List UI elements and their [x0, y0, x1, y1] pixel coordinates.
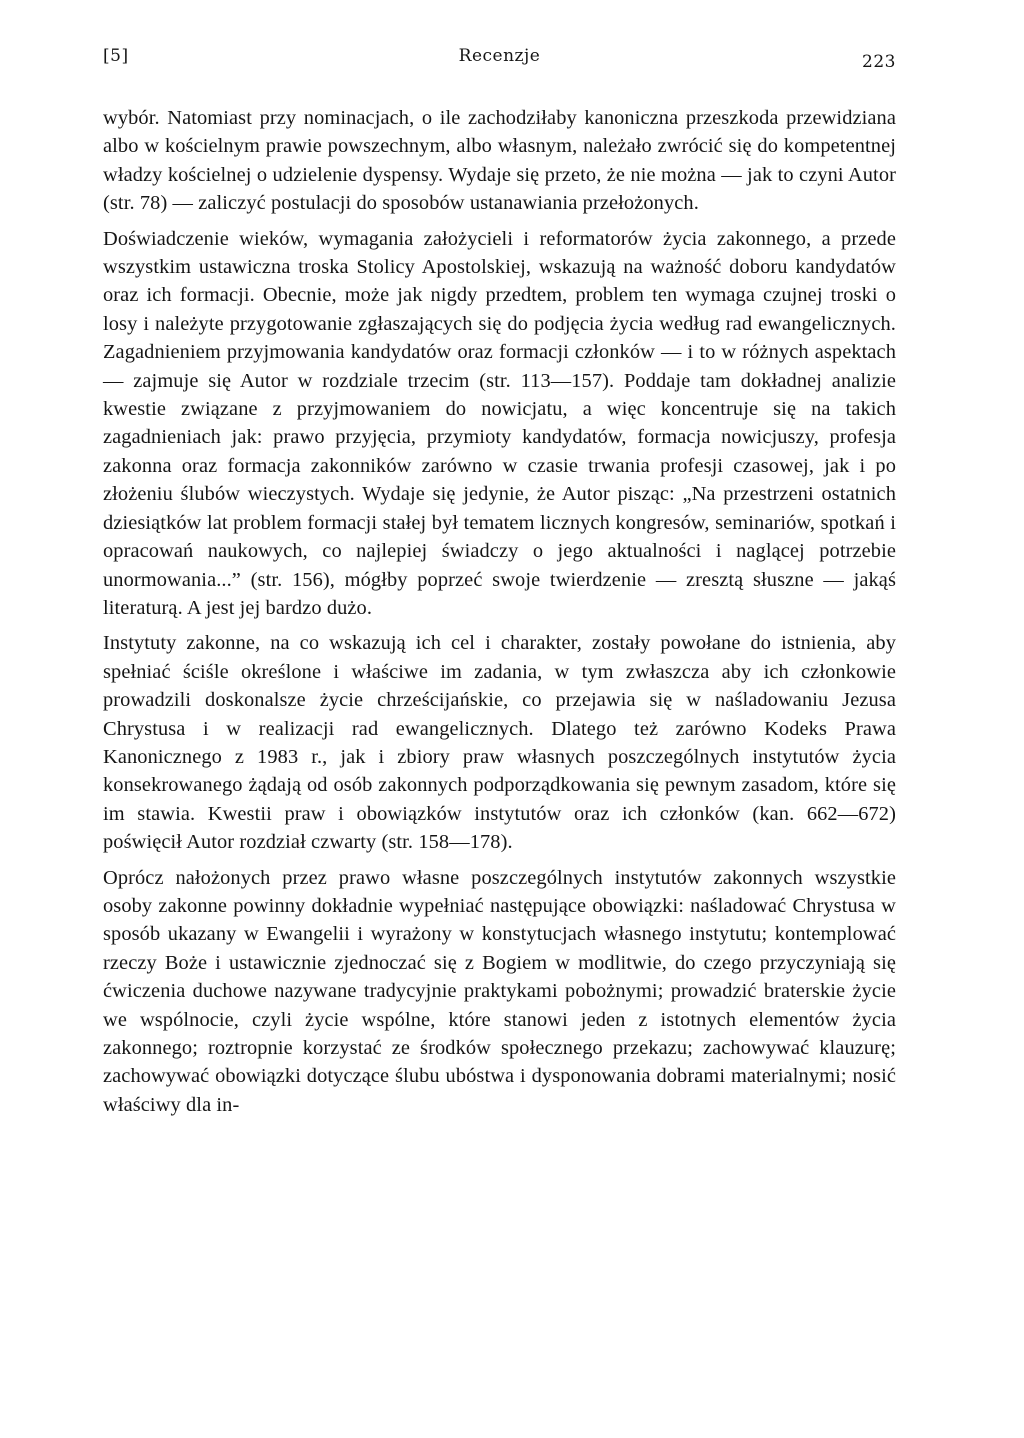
document-page [103, 40, 896, 1119]
running-header [103, 40, 896, 82]
paragraph: wybór. Natomiast przy nominacjach, o ile zachodziłaby kanoniczna przeszkoda przewidziana albo w kościelnym prawie powszechnym, albo własnym, należało zwrócić się do kompetentnej władzy kościelnej o udzielenie dyspensy. Wydaje się przeto, że nie można — jak to czyni Autor (str. 78) — zaliczyć postulacji do sposobów ustanawiania przełożonych. [103, 107, 896, 215]
paragraph: Oprócz nałożonych przez prawo własne poszczególnych instytutów zakonnych wszystkie osoby zakonne powinny dokładnie wypełniać następujące obowiązki: naśladować Chrystusa w sposób ukazany w Ewangelii i wyrażony w konstytucjach własnego instytutu; kontemplować rzeczy Boże i ustawicznie zjednoczać się z Bogiem w modlitwie, do czego przyczyniają się ćwiczenia duchowe nazywane tradycyjnie praktykami pobożnymi; prowadzić braterskie życie we wspólnocie, czyli życie wspólne, które stanowi jeden z istotnych elementów życia zakonnego; roztropnie korzystać ze środków społecznego przekazu; zachowywać klauzurę; zachowywać obowiązki dotyczące ślubu ubóstwa i dysponowania dobrami materialnymi; nosić właściwy dla in- [103, 866, 896, 1116]
paragraph: Instytuty zakonne, na co wskazują ich cel i charakter, zostały powołane do istnienia, aby spełniać ściśle określone i właściwe im zadania, w tym zwłaszcza aby ich członkowie prowadzili doskonalsze życie chrześcijańskie, co przejawia się w naśladowaniu Jezusa Chrystusa i w realizacji rad ewangelicznych. Dlatego też zarówno Kodeks Prawa Kanonicznego z 1983 r., jak i zbiory praw własnych poszczególnych instytutów życia konsekrowanego żądają od osób zakonnych podporządkowania się pewnym zasadom, które się im stawia. Kwestii praw i obowiązków instytutów oraz ich członków (kan. 662—672) poświęcił Autor rozdział czwarty (str. 158—178). [103, 632, 896, 854]
section-number: [5] [103, 46, 129, 66]
body-text [103, 104, 896, 1119]
running-title: Recenzje [458, 46, 541, 66]
page-number: 223 [862, 52, 896, 72]
paragraph: Doświadczenie wieków, wymagania założycieli i reformatorów życia zakonnego, a przede wszystkim ustawiczna troska Stolicy Apostolskiej, wskazują na ważność doboru kandydatów oraz ich formacji. Obecnie, może jak nigdy przedtem, problem ten wymaga czujnej troski o losy i należyte przygotowanie zgłaszających się do podjęcia życia według rad ewangelicznych. Zagadnieniem przyjmowania kandydatów oraz formacji członków — i to w różnych aspektach — zajmuje się Autor w rozdziale trzecim (str. 113—157). Poddaje tam dokładnej analizie kwestie związane z przyjmowaniem do nowicjatu, a więc koncentruje się na takich zagadnieniach jak: prawo przyjęcia, przymioty kandydatów, formacja nowicjuszy, profesja zakonna oraz formacja zakonników zarówno w czasie trwania profesji czasowej, jak i po złożeniu ślubów wieczystych. Wydaje się jedynie, że Autor pisząc: „Na przestrzeni ostatnich dziesiątków lat problem formacji stałej był tematem licznych kongresów, seminariów, spotkań i opracowań naukowych, co najlepiej świadczy o jego aktualności i naglącej potrzebie unormowania...” (str. 156), mógłby poprzeć swoje twierdzenie — zresztą słuszne — jakąś literaturą. A jest jej bardzo dużo. [103, 227, 896, 619]
